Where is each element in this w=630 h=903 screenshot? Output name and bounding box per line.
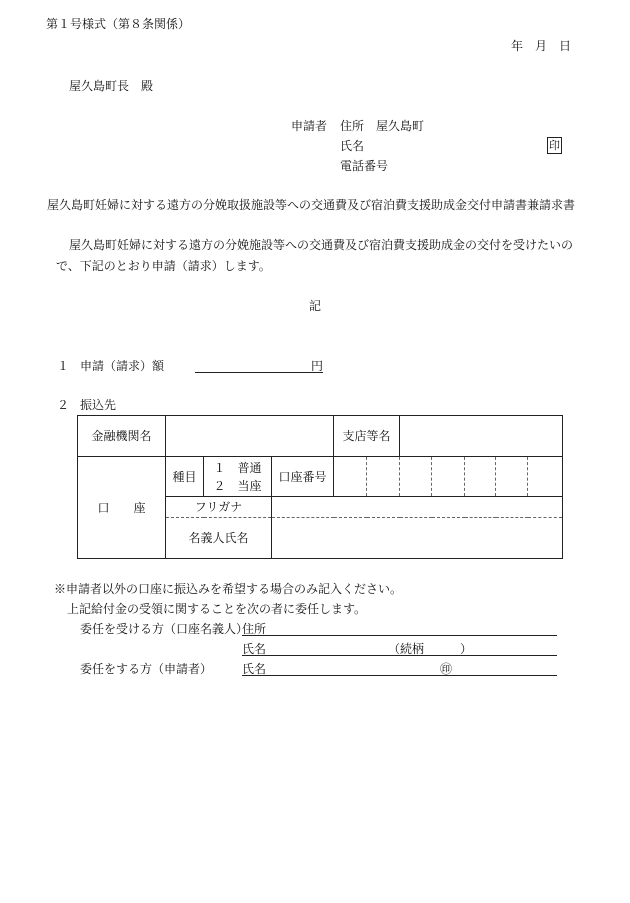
delegate-relation-label: （続柄 ） (388, 642, 473, 656)
account-digit-box[interactable] (432, 457, 465, 497)
delegator-name-label: 氏名 (242, 662, 267, 676)
account-holder-label: 名義人氏名 (166, 518, 272, 559)
delegator-seal-mark: ㊞ (440, 662, 453, 676)
account-digit-box[interactable] (528, 457, 563, 497)
date-field: 年 月 日 (511, 39, 572, 53)
furigana-field[interactable] (272, 497, 563, 518)
item1-number: １ (57, 359, 70, 373)
account-type-options[interactable] (204, 457, 272, 497)
item2-number: ２ (57, 398, 70, 412)
account-digit-box[interactable] (367, 457, 400, 497)
account-type-label: 種目 (166, 457, 204, 497)
bank-account-table (77, 415, 563, 559)
account-type-checking[interactable]: ２ 当座 (213, 478, 262, 493)
seal-mark: 印 (549, 139, 560, 152)
body-line-2: で、下記のとおり申請（請求）します。 (56, 259, 271, 273)
applicant-phone-label: 電話番号 (340, 159, 389, 173)
note-other-account: ※申請者以外の口座に振込みを希望する場合のみ記入ください。 (54, 582, 403, 596)
applicant-label: 申請者 (291, 119, 328, 133)
delegate-name-label: 氏名 (242, 642, 267, 656)
applicant-address-label: 住所 屋久島町 (340, 119, 425, 133)
document-title: 屋久島町妊婦に対する遠方の分娩取扱施設等への交通費及び宿泊費支援助成金交付申請書兼請求書 (47, 198, 576, 212)
institution-name-field[interactable] (166, 416, 334, 457)
account-digit-box[interactable] (400, 457, 432, 497)
ki-heading: 記 (309, 299, 322, 313)
amount-input-line[interactable] (195, 372, 323, 373)
note-delegation: 上記給付金の受領に関することを次の者に委任します。 (67, 602, 367, 616)
delegator-name-line[interactable] (242, 675, 557, 676)
account-number-label: 口座番号 (272, 457, 334, 497)
item2-label: 振込先 (80, 398, 117, 412)
addressee: 屋久島町長 殿 (69, 79, 154, 93)
item1-unit: 円 (311, 359, 324, 373)
account-type-ordinary[interactable]: １ 普通 (213, 460, 262, 475)
institution-name-label: 金融機関名 (78, 416, 166, 457)
delegate-address-label: 住所 (242, 622, 267, 636)
body-line-1: 屋久島町妊婦に対する遠方の分娩施設等への交通費及び宿泊費支援助成金の交付を受けたいの (69, 238, 574, 252)
account-digit-box[interactable] (496, 457, 528, 497)
furigana-label: フリガナ (166, 497, 272, 518)
branch-name-label: 支店等名 (334, 416, 400, 457)
item1-label: 申請（請求）額 (80, 359, 165, 373)
account-holder-field[interactable] (272, 518, 563, 559)
account-digit-box[interactable] (465, 457, 496, 497)
delegator-label: 委任をする方（申請者） (80, 662, 213, 676)
account-label: 口 座 (78, 457, 166, 559)
delegate-to-label: 委任を受ける方（口座名義人） (80, 622, 249, 636)
account-digit-box[interactable] (334, 457, 367, 497)
delegate-address-line[interactable] (242, 635, 557, 636)
delegate-name-line[interactable] (242, 655, 557, 656)
branch-name-field[interactable] (400, 416, 563, 457)
applicant-name-label: 氏名 (340, 139, 365, 153)
form-number: 第１号様式（第８条関係） (46, 17, 191, 31)
